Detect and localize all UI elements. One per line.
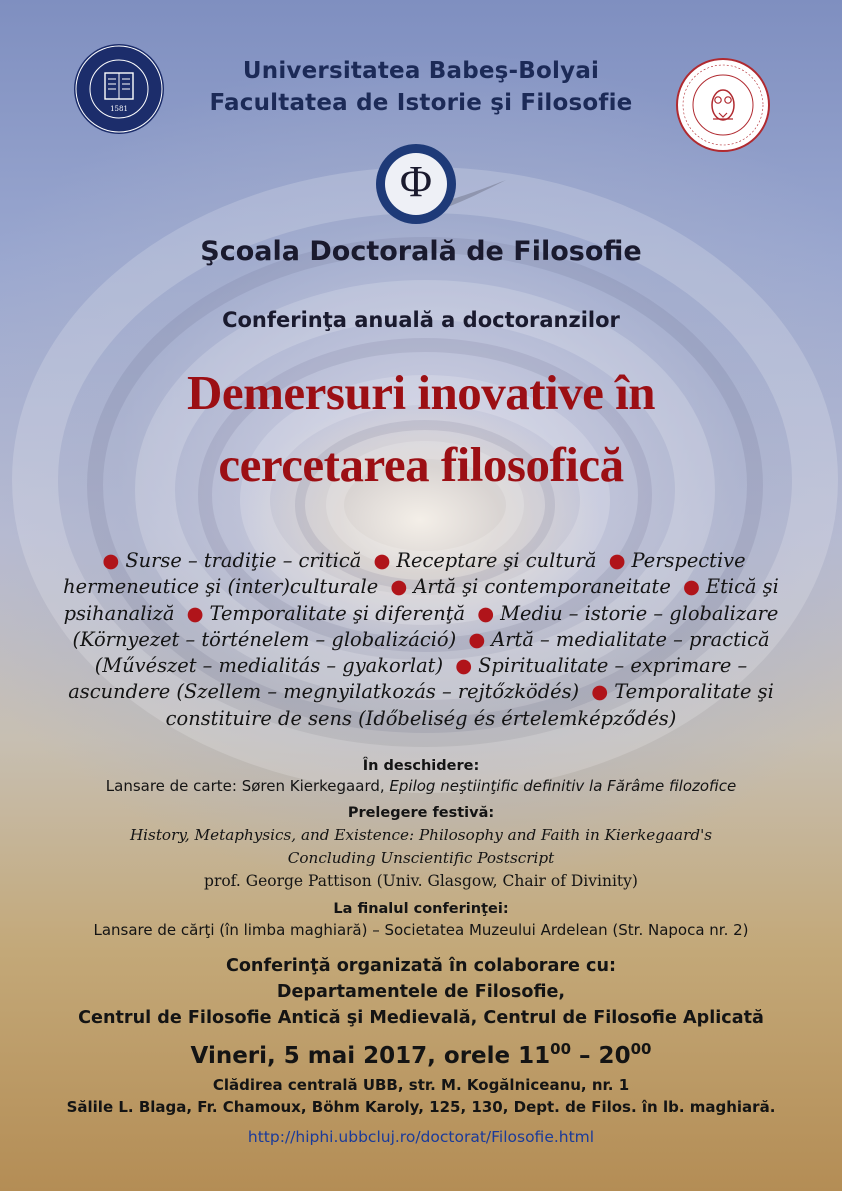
start-minutes: 00	[550, 1040, 572, 1058]
bullet-icon: ●	[455, 654, 473, 678]
title-line-1: Demersuri inovative în	[186, 365, 656, 420]
closing-label: La finalul conferinţei:	[333, 901, 509, 917]
lecture-speaker: prof. George Pattison (Univ. Glasgow, Chair of Divinity)	[204, 872, 638, 890]
bullet-icon: ●	[477, 601, 495, 625]
organizers-line-3: Centrul de Filosofie Antică şi Medievală, Centrul de Filosofie Aplicată	[78, 1008, 764, 1028]
topic-item: Artă şi contemporaneitate	[413, 575, 671, 599]
topic-item: Spiritualitate – exprimare – ascundere (Szellem – megnyilatkozás – rejtőzködés)	[68, 654, 748, 704]
opening-label: În deschidere:	[362, 758, 480, 774]
closing-text: Lansare de cărţi (în limba maghiară) – Societatea Muzeului Ardelean (Str. Napoca nr. 2)	[93, 921, 749, 939]
organizers-line-1: Conferinţă organizată în colaborare cu:	[225, 956, 617, 976]
topic-item: Temporalitate şi constituire de sens (Időbeliség és értelemképződés)	[165, 680, 774, 730]
lecture-title-line-1: History, Metaphysics, and Existence: Philosophy and Faith in Kierkegaard's	[129, 826, 713, 844]
title-line-2: cercetarea filosofică	[218, 437, 624, 492]
topic-item: Mediu – istorie – globalizare (Környezet – történelem – globalizáció)	[72, 601, 779, 651]
topic-item: Artă – medialitate – practică (Művészet – medialitás – gyakorlat)	[94, 627, 770, 678]
university-name: Universitatea Babeş-Bolyai	[242, 58, 600, 84]
end-minutes: 00	[630, 1040, 652, 1058]
bullet-icon: ●	[102, 549, 120, 572]
ubb-seal-logo	[73, 43, 165, 135]
date-text: Vineri, 5 mai 2017, orele 11	[190, 1043, 551, 1069]
topic-item: Surse – tradiţie – critică	[125, 549, 362, 572]
location-building: Clădirea centrală UBB, str. M. Kogălniceanu, nr. 1	[212, 1076, 630, 1094]
opening-book-title: Epilog neştiinţific definitiv la Fărâme filozofice	[389, 777, 737, 795]
opening-book-prefix: Lansare de carte: Søren Kierkegaard,	[105, 777, 390, 795]
bullet-icon: ●	[390, 575, 408, 599]
bullet-icon: ●	[591, 680, 609, 704]
lecture-title-line-2: Concluding Unscientific Postscript	[287, 849, 555, 867]
event-date	[0, 1040, 842, 1069]
website-link[interactable]: http://hiphi.ubbcluj.ro/doctorat/Filosofie.html	[247, 1128, 595, 1146]
bullet-icon: ●	[373, 549, 391, 572]
organizers-line-2: Departamentele de Filosofie,	[276, 982, 566, 1002]
location-rooms: Sălile L. Blaga, Fr. Chamoux, Böhm Karoly, 125, 130, Dept. de Filos. în lb. maghiară.	[66, 1098, 776, 1116]
date-end: – 20	[571, 1043, 631, 1069]
doctoral-school-name: Şcoala Doctorală de Filosofie	[200, 236, 642, 267]
topic-item: Temporalitate şi diferenţă	[209, 601, 466, 625]
faculty-name: Facultatea de Istorie şi Filosofie	[209, 90, 633, 116]
conference-label: Conferinţa anuală a doctoranzilor	[222, 308, 620, 332]
opening-book-launch	[0, 777, 842, 795]
svg-text:1581: 1581	[110, 105, 128, 113]
bullet-icon: ●	[468, 627, 486, 651]
topic-item: Receptare şi cultură	[396, 549, 597, 572]
phi-symbol: Φ	[399, 157, 433, 206]
phi-logo	[372, 140, 512, 230]
bullet-icon: ●	[608, 549, 626, 572]
topic-item: Perspective hermeneutice şi (inter)culturale	[63, 549, 746, 599]
bullet-icon: ●	[683, 575, 700, 599]
topic-item: Etică şi psihanaliză	[63, 575, 779, 625]
lecture-label: Prelegere festivă:	[347, 805, 495, 821]
bullet-icon: ●	[186, 601, 204, 625]
topics-list	[48, 548, 794, 732]
